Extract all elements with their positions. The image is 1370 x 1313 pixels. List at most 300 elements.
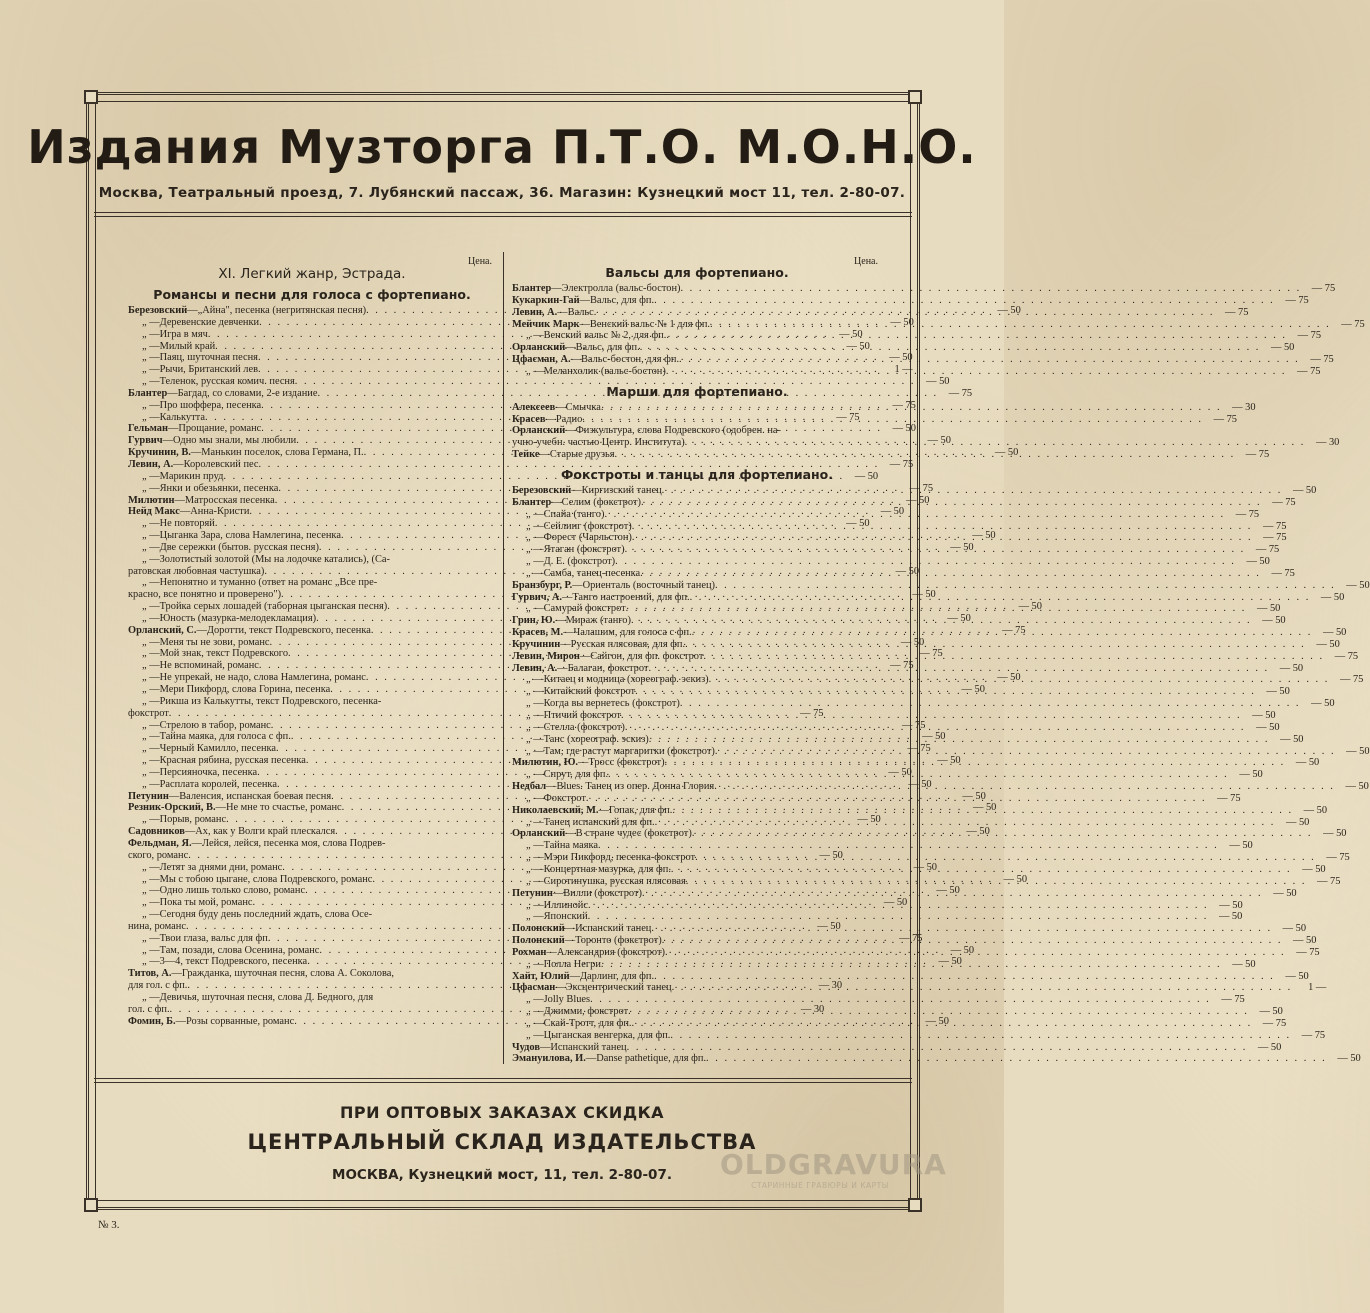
entry-title: Гельман—Прощание, романс — [128, 423, 262, 435]
entry-price: — 50 — [912, 589, 936, 601]
entry-title: „ —Не вспоминай, романс — [142, 660, 259, 672]
entry-price: — 50 — [1266, 686, 1290, 698]
entry-price: — 75 — [1263, 532, 1287, 544]
entry-price: — 75 — [892, 399, 916, 411]
dot-leader — [692, 828, 1313, 840]
catalog-entry — [512, 863, 1326, 876]
entry-title: Цфасман—Эксцентрический танец — [512, 982, 672, 994]
entry-title: „ —Иллинойс — [526, 899, 588, 911]
dot-leader — [679, 354, 1300, 366]
entry-title: „ —Форест (Чарльстон) — [526, 532, 632, 544]
entry-title: „ —Там, где растут маргаритки (фокстрот) — [526, 745, 715, 757]
dot-leader — [588, 900, 1209, 912]
entry-price: — 50 — [846, 518, 870, 530]
entry-title: „ —Калькутта — [142, 411, 205, 423]
page-number: № 3. — [98, 1219, 120, 1231]
entry-price: — 50 — [950, 944, 975, 956]
dot-leader — [666, 366, 1287, 378]
entry-price: — 50 — [962, 790, 986, 802]
entry-title: „ —Две сережки (бытов. русская песня) — [142, 541, 319, 553]
entry-title: „ —Меня ты не зови, романс — [142, 636, 270, 648]
entry-price: — 75 — [1326, 852, 1350, 864]
waltzes-title: Вальсы для фортепиано. — [605, 265, 789, 280]
entry-title: Кукаркин-Гай—Вальс, для фп. — [512, 294, 655, 306]
entry-title: „ —Не повторяй — [142, 518, 215, 530]
entry-title: „ —Джимми, фокстрот — [526, 1006, 629, 1018]
entry-price: — 50 — [906, 494, 930, 506]
catalog-entry — [512, 757, 1320, 769]
entry-title: „ —Японский — [526, 911, 588, 923]
price-column-header: Цена. — [854, 256, 878, 267]
entry-price: — 50 — [1279, 662, 1304, 674]
entry-title: „ —Сегодня буду день последний ждать, слова Осе- — [142, 909, 373, 921]
marches-title: Марши для фортепиано. — [606, 383, 788, 399]
dot-leader — [586, 790, 1207, 805]
watermark-text: OLDGRAVURA — [720, 1148, 947, 1181]
entry-title: Резник-Орский, В.—Не мне то счастье, романс — [128, 802, 342, 814]
entry-price: — 50 — [854, 470, 879, 482]
catalog-entry — [512, 283, 1336, 295]
entry-price: — 75 — [1339, 674, 1364, 686]
entry-price: — 50 — [1270, 342, 1295, 354]
dot-leader — [709, 674, 1330, 686]
entry-price — [372, 909, 406, 921]
subsection-title: Романсы и песни для голоса с фортепиано. — [153, 287, 471, 302]
entry-price: — 75 — [909, 482, 934, 494]
catalog-entry — [512, 840, 1253, 852]
entry-title: „ —Самурай фокстрот — [526, 603, 626, 615]
entry-price: — 75 — [1002, 624, 1026, 636]
dot-leader — [631, 612, 1252, 627]
entry-price: — 75 — [899, 932, 923, 944]
dot-leader — [685, 437, 1306, 449]
entry-price — [386, 838, 420, 850]
entry-price: — 50 — [936, 885, 960, 897]
entry-title: „ —Концертная мазурка, для фп. — [526, 863, 671, 875]
dot-leader — [662, 482, 1283, 497]
catalog-entry — [512, 970, 1309, 983]
entry-title: Орланский—Вальс, для фп. — [512, 342, 640, 354]
entry-title: „ —Золотистый золотой (Мы на лодочке катались), (Са- — [142, 553, 390, 565]
catalog-entry — [512, 781, 1369, 793]
entry-price: — 50 — [961, 684, 985, 695]
entry-price: — 50 — [1259, 1006, 1283, 1018]
entry-price: — 75 — [1285, 294, 1309, 306]
entry-title: Кручинин—Русская плясовая, для фп. — [512, 638, 686, 650]
entry-title: „ —Фокстрот — [526, 792, 586, 804]
entry-price: — 50 — [966, 826, 990, 838]
entry-price: — 50 — [817, 920, 841, 932]
catalog-entry — [128, 838, 496, 850]
entry-title: для гол. с фп. — [128, 980, 188, 992]
entry-title: „ —Там, позади, слова Осенина, романс — [142, 944, 320, 956]
entry-price: — 50 — [1257, 1041, 1282, 1053]
entry-title: Блантер—Селим (фокстрот) — [512, 496, 641, 508]
entry-title: „ —Милый край — [142, 340, 216, 352]
dot-leader — [608, 766, 1229, 781]
catalog-list-foxtrots — [512, 484, 1370, 1065]
entry-price: — 75 — [1297, 365, 1321, 377]
catalog-entry — [128, 992, 496, 1004]
entry-price: — 50 — [1003, 873, 1028, 885]
price-column-header: Цена. — [468, 256, 492, 267]
catalog-entry — [512, 698, 1335, 710]
entry-price: — 50 — [1256, 721, 1280, 733]
entry-price: — 50 — [890, 316, 914, 328]
entry-title: Бранзбург, Р.—Ориенталь (восточный танец) — [512, 579, 715, 591]
entry-price: — 50 — [895, 565, 920, 577]
entry-title: Полонский—Испанский танец — [512, 923, 652, 935]
right-column — [512, 255, 1370, 1065]
entry-price: — 50 — [1303, 804, 1328, 816]
entry-price — [381, 696, 415, 708]
entry-title: „ —Мой знак, текст Подревского — [142, 648, 289, 660]
entry-price: — 75 — [889, 458, 914, 470]
entry-title: Фельдман, Я.—Лейся, лейся, песенка моя, слова Подрев- — [128, 837, 386, 849]
entry-title: „ —Девичья, шуточная песня, слова Д. Бедного, для — [142, 991, 374, 1003]
catalog-entry — [512, 849, 1350, 864]
entry-price: — 30 — [1315, 437, 1340, 449]
catalog-entry — [128, 376, 950, 388]
entry-title: Красев—Радио — [512, 413, 583, 425]
entry-title: Кручинин, В.—Манькин поселок, слова Германа, П. — [128, 447, 364, 459]
entry-title: нина, романс — [128, 920, 186, 932]
entry-title: „ —Летят за днями дни, романс — [142, 861, 283, 873]
catalog-entry — [512, 982, 1327, 994]
foxtrots-title: Фокстроты и танцы для фортепиано. — [561, 466, 833, 482]
dot-leader — [601, 959, 1222, 971]
entry-price: — 30 — [1232, 401, 1256, 413]
entry-title: Алексеев—Смычка — [512, 401, 601, 413]
entry-title: „ —Самба, танец-песенка — [526, 567, 641, 579]
entry-price — [377, 577, 411, 589]
dot-leader — [680, 283, 1301, 295]
entry-title: „ —Сейлинг (фокстрот) — [526, 520, 632, 532]
entry-price: — 50 — [1239, 769, 1263, 781]
entry-title: „ —Скай-Тротт, для фп. — [526, 1017, 632, 1029]
catalog-entry — [128, 554, 496, 566]
entry-title: учно-учебн. частью Центр. Института) — [512, 437, 685, 449]
entry-title: „ —Твои глаза, вальс для фп — [142, 932, 268, 944]
entry-title: Мейчик Марк—Венский вальс № 1 для фп. — [512, 318, 710, 330]
entry-price — [781, 425, 815, 437]
dot-leader — [671, 861, 1292, 876]
entry-price: 1 — — [1308, 982, 1327, 994]
entry-title: „ —Тайна маяка — [526, 840, 599, 852]
frame-corner-ornament — [908, 90, 922, 104]
entry-title: „ —Мери Пикфорд, слова Горина, песенка — [142, 684, 331, 695]
entry-price: — 50 — [846, 340, 870, 352]
entry-title: „ —Игра в мяч — [142, 328, 208, 340]
catalog-entry — [512, 603, 1281, 615]
dot-leader — [627, 1042, 1248, 1054]
entry-price: — 75 — [1341, 318, 1365, 330]
dot-leader — [695, 849, 1316, 864]
catalog-entry — [512, 579, 1370, 592]
dot-leader — [715, 580, 1336, 592]
entry-title: „ —Паяц, шуточная песня — [142, 352, 258, 364]
entry-title: Николаевский, М.—Гопак, для фп. — [512, 804, 673, 816]
entry-price: — 50 — [888, 766, 912, 778]
entry-price: — 50 — [1219, 899, 1243, 911]
dot-leader — [625, 541, 1246, 556]
entry-title: „ —Спрут, для фп. — [526, 769, 609, 781]
entry-title: „ —Птичий фокстрот — [526, 710, 621, 721]
entry-title: Рохман—Александрия (фокстрот) — [512, 946, 665, 958]
footer-divider — [94, 1078, 912, 1079]
entry-price: — 50 — [1282, 923, 1307, 935]
entry-price: — 50 — [926, 376, 950, 388]
entry-price: — 50 — [927, 435, 951, 447]
entry-price: — 50 — [950, 541, 974, 553]
entry-title: „ —Персияночка, песенка — [142, 766, 258, 778]
entry-price: — 75 — [836, 411, 860, 423]
entry-price: — 30 — [818, 980, 843, 992]
entry-price: — 75 — [1262, 1017, 1287, 1029]
entry-title: Титов, А.—Гражданка, шуточная песня, слова А. Соколова, — [128, 968, 394, 980]
entry-title: фокстрот — [128, 707, 169, 719]
entry-price: — 50 — [1218, 911, 1243, 923]
entry-price: — 50 — [889, 352, 913, 364]
entry-title: Блантер—Багдад, со словами, 2-е издание — [128, 387, 318, 399]
entry-price: — 50 — [947, 612, 971, 624]
entry-title: „ —Китайский фокстрот — [526, 686, 636, 698]
entry-title: Цфасман, А.—Вальс-бостон, для фп. — [512, 354, 680, 366]
dot-leader — [714, 778, 1335, 793]
dot-leader — [640, 565, 1261, 580]
catalog-entry — [128, 968, 496, 980]
entry-title: Петунин—Валенсия, испанская боевая песня — [128, 790, 332, 802]
catalog-entry — [512, 638, 1340, 651]
dot-leader — [594, 307, 1215, 319]
catalog-entry — [512, 994, 1245, 1006]
entry-price — [373, 992, 407, 1004]
catalog-entry — [128, 909, 496, 921]
catalog-entry — [128, 696, 496, 708]
entry-title: Орланский, С.—Доротти, текст Подревского, песенка — [128, 624, 371, 636]
entry-title: „ —3—4, текст Подревского, песенка — [142, 956, 308, 968]
entry-price: — 50 — [857, 814, 881, 826]
catalog-entry — [512, 650, 1359, 663]
dot-leader — [710, 316, 1331, 331]
entry-title: „ —Юность (мазурка-мелодекламация) — [142, 612, 317, 624]
entry-price: — 50 — [997, 672, 1021, 684]
entry-title: красно, все понятно и проверено") — [128, 589, 282, 601]
entry-price: — 50 — [913, 861, 937, 873]
catalog-entry — [512, 1053, 1361, 1065]
entry-price: — 75 — [902, 719, 926, 731]
entry-title: ского, романс — [128, 849, 189, 861]
dot-leader — [590, 994, 1211, 1006]
dot-leader — [640, 342, 1261, 354]
entry-title: „ —Д. Е. (фокстрот) — [526, 556, 616, 568]
watermark-logo — [720, 1148, 947, 1190]
entry-price: — 50 — [1229, 840, 1253, 852]
entry-price: — 50 — [1280, 733, 1304, 745]
entry-price: — 50 — [1337, 1053, 1361, 1065]
catalog-list-waltzes — [512, 283, 1365, 378]
catalog-entry — [512, 520, 1287, 533]
entry-price: — 75 — [800, 707, 824, 719]
entry-title: „ —Танс (хореограф. эскиз) — [526, 733, 649, 745]
dot-leader — [690, 592, 1311, 604]
entry-price: — 75 — [1213, 413, 1237, 425]
entry-title: „ —Деревенские девченки — [142, 316, 260, 328]
entry-title: Березовский—„Айна", песенка (негритянская песня) — [128, 305, 367, 316]
publisher-address: Москва, Театральный проезд, 7. Лубянский пассаж, 36. Магазин: Кузнецкий мост 11, тел. 2-80-07. — [98, 185, 906, 201]
entry-title: Блантер—Электролла (вальс-бостон) — [512, 283, 681, 294]
catalog-entry — [512, 733, 1304, 746]
entry-title: Грин, Ю.—Мираж (танго) — [512, 615, 631, 627]
entry-title: Фомин, Б.—Розы сорванные, романс — [128, 1015, 295, 1027]
entry-title: Гурвич, А.—Танго настроений, для фп. — [512, 591, 690, 603]
catalog-entry — [512, 556, 1270, 568]
entry-title: „ —Стрелою в табор, романс — [142, 719, 271, 731]
catalog-entry — [512, 816, 1310, 829]
entry-price: — 50 — [1323, 828, 1347, 840]
entry-title: ратовская любовная частушка) — [128, 565, 265, 577]
entry-title: „ —Расплата королей, песенка — [142, 778, 277, 790]
dot-leader — [655, 817, 1276, 829]
entry-price: — 75 — [907, 743, 931, 755]
entry-title: Тейке—Старые друзья — [512, 449, 615, 461]
entry-price: — 75 — [1311, 283, 1336, 294]
entry-title: „ —Порыв, романс — [142, 814, 227, 826]
entry-price: — 50 — [892, 423, 916, 435]
entry-price: — 50 — [1262, 615, 1286, 627]
entry-title: Березовский—Киргизский танец — [512, 484, 662, 496]
entry-title: Милютин, Ю.—Тросс (фокстрот) — [512, 757, 665, 769]
entry-price: — 50 — [1256, 603, 1281, 615]
entry-title: Нейд Макс—Анна-Кристи — [128, 506, 250, 518]
catalog-entry — [512, 686, 1290, 698]
dot-leader — [628, 1003, 1249, 1018]
entry-price: — 50 — [938, 956, 962, 968]
entry-title: Левин, А.—Балаган, фокстрот — [512, 662, 649, 674]
entry-price: — 75 — [1297, 330, 1322, 342]
catalog-entry — [512, 804, 1328, 817]
dot-leader — [588, 911, 1209, 923]
entry-title: „ —Пока ты мой, романс — [142, 897, 253, 909]
entry-price — [394, 968, 428, 980]
entry-title: „ —Полла Негри — [526, 958, 601, 970]
catalog-entry — [128, 577, 496, 589]
entry-price: — 50 — [1346, 579, 1370, 591]
frame-corner-ornament — [908, 1198, 922, 1212]
entry-price: — 50 — [819, 849, 843, 861]
entry-price: — 75 — [1334, 650, 1359, 662]
catalog-entry — [512, 1029, 1326, 1042]
entry-price: — 50 — [1311, 698, 1335, 710]
entry-price: — 50 — [1322, 627, 1347, 639]
catalog-entry — [512, 1041, 1282, 1054]
entry-price: — 75 — [1235, 508, 1260, 520]
entry-price: — 50 — [839, 328, 863, 340]
entry-price: — 50 — [937, 755, 961, 767]
entry-price: — 75 — [948, 387, 973, 399]
entry-price: — 75 — [1221, 994, 1245, 1006]
entry-title: „ —Рычи, Британский лев — [142, 364, 258, 376]
entry-title: „ —Черный Камилло, песенка — [142, 743, 277, 755]
dot-leader — [686, 873, 1307, 888]
entry-price: — 75 — [919, 648, 943, 660]
catalog-entry — [512, 1003, 1283, 1018]
dot-leader — [649, 734, 1270, 746]
entry-price: — 50 — [972, 802, 997, 814]
entry-title: Милютин—Матросская песенка — [128, 494, 275, 506]
dot-leader — [665, 757, 1286, 769]
catalog-entry — [512, 365, 1321, 378]
entry-price: — 75 — [1263, 520, 1287, 532]
dot-leader — [666, 330, 1287, 342]
entry-price: — 30 — [800, 1003, 825, 1015]
catalog-entry — [512, 911, 1243, 923]
entry-title: „ —Jolly Blues — [526, 994, 591, 1006]
dot-leader — [654, 295, 1275, 307]
dot-leader — [632, 1015, 1253, 1030]
entry-title: „ —Меланхолик (вальс-бостон) — [526, 365, 666, 377]
dot-leader — [680, 698, 1301, 710]
dot-leader — [648, 663, 1269, 675]
entry-title: Гурвич—Одно мы знали, мы любили — [128, 435, 297, 447]
entry-price: — 50 — [1295, 757, 1320, 769]
catalog-entry — [512, 958, 1256, 971]
entry-price: — 75 — [1272, 496, 1296, 508]
dot-leader — [672, 982, 1293, 994]
entry-title: „ —Когда вы вернетесь (фокстрот) — [526, 698, 680, 710]
dot-leader — [715, 746, 1336, 758]
entry-title: Орланский—Физкультура, слова Подревского (одобрен. на- — [512, 425, 781, 437]
dot-leader — [670, 1030, 1291, 1042]
entry-price: — 50 — [883, 897, 908, 909]
entry-title: Орланский—В стране чудес (фокстрот) — [512, 828, 692, 840]
entry-title: Петунин—Вилли (фокстрот) — [512, 887, 642, 899]
footer-warehouse-title: ЦЕНТРАЛЬНЫЙ СКЛАД ИЗДАТЕЛЬСТВА — [247, 1130, 757, 1154]
entry-title: Красев, М.—Чалашим, для голоса с фп. — [512, 627, 692, 639]
dot-leader — [621, 707, 1242, 722]
entry-title: Недбал—Blues. Танец из опер. Донна Глория — [512, 781, 715, 793]
entry-title: „ —Красная рябина, русская песенка — [142, 755, 306, 767]
footer-divider-thin — [94, 1082, 912, 1083]
entry-title: „ —Спайа (танго) — [526, 508, 605, 520]
dot-leader — [582, 411, 1203, 426]
entry-price: — 75 — [1301, 1029, 1326, 1041]
entry-title: Левин, Мирон—Сайгон, для фп. фокстрот — [512, 650, 704, 662]
catalog-entry — [512, 411, 1237, 426]
entry-title: „ —Стелла (фокстрот) — [526, 721, 625, 733]
catalog-entry — [512, 330, 1322, 342]
dot-leader — [615, 556, 1236, 568]
entry-price: — 75 — [1271, 567, 1295, 579]
entry-price: — 75 — [1317, 875, 1341, 887]
entry-title: „ —Тайна маяка, для голоса с фп. — [142, 731, 291, 743]
entry-title: Садовников—Ах, как у Волги край плескался — [128, 826, 336, 838]
entry-price — [390, 554, 424, 566]
catalog-entry — [128, 458, 914, 471]
entry-title: „ —Цыганская венгерка, для фп. — [526, 1029, 671, 1041]
dot-leader — [625, 719, 1246, 734]
dot-leader — [604, 509, 1225, 521]
entry-price: — 50 — [1346, 745, 1370, 757]
entry-title: „ —Ятаган (фокстрот) — [526, 544, 625, 556]
dot-leader — [626, 603, 1247, 615]
entry-title: Левин, А.—Вальс — [512, 306, 594, 318]
entry-title: „ —Марикин пруд — [142, 470, 224, 482]
dot-leader — [703, 651, 1324, 663]
frame-corner-ornament — [84, 1198, 98, 1212]
dot-leader — [632, 521, 1253, 533]
dot-leader — [641, 494, 1262, 509]
